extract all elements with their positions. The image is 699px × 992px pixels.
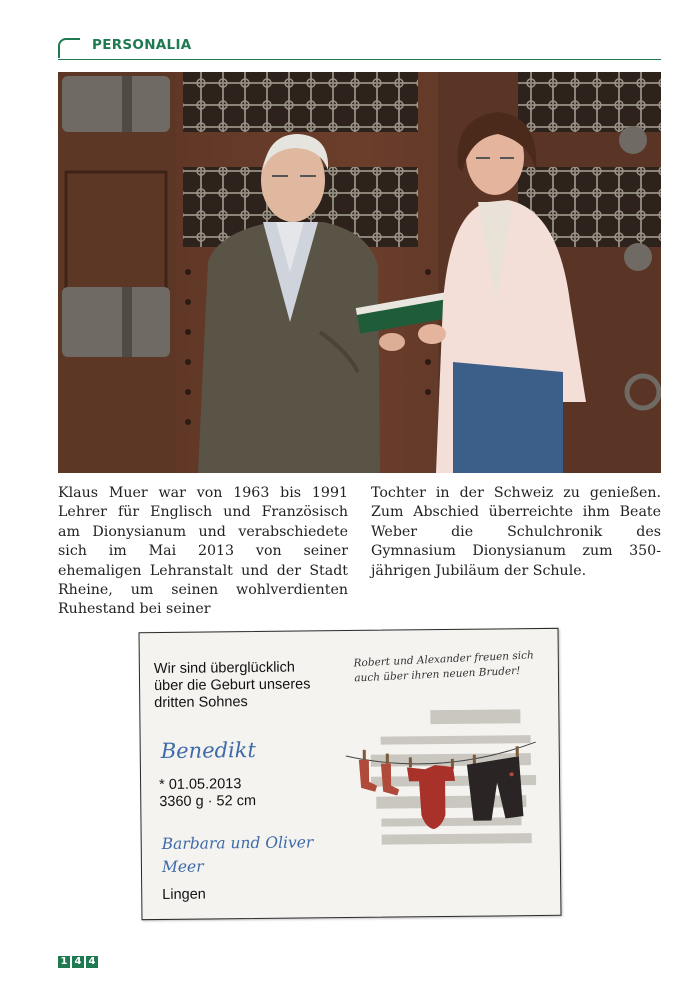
birth-announcement-clipping (140, 630, 565, 930)
section-title: PERSONALIA (92, 37, 192, 53)
birth-date: * 01.05.2013 (159, 776, 242, 793)
headline-line-2: über die Geburt unseres (153, 676, 311, 695)
note-line-2: auch über ihren neuen Bruder! (354, 664, 521, 685)
clipping-card (139, 628, 562, 920)
portrait-photo (58, 72, 661, 473)
clothesline-illustration (341, 734, 542, 846)
caption-left-column: Klaus Muer war von 1963 bis 1991 Lehrer für Englisch und Französisch am Dionysianum und verabschiedete sich im Mai 2013 von seiner ehemaligen Lehranstalt und der Stadt Rheine, um seinen wohlverdienten Ruhestand bei seiner (58, 485, 348, 618)
parents-city: Lingen (162, 886, 206, 903)
page-number (58, 956, 98, 968)
birth-details (159, 776, 256, 811)
baby-name: Benedikt (160, 737, 257, 763)
headline-line-3: dritten Sohnes (154, 694, 248, 712)
headline-line-1: Wir sind überglücklich (153, 659, 295, 678)
siblings-note (353, 647, 554, 686)
parents-line-1: Barbara und Oliver (161, 833, 314, 853)
page-digit-3: 4 (86, 956, 98, 968)
parents-names (162, 831, 314, 879)
header-tab-shape (58, 38, 80, 58)
parents-line-2: Meer (161, 857, 204, 876)
section-header (58, 36, 661, 60)
note-line-1: Robert und Alexander freuen sich (353, 649, 535, 670)
announcement-headline (154, 659, 345, 712)
page-digit-1: 1 (58, 956, 70, 968)
birth-measurements: 3360 g · 52 cm (159, 792, 257, 810)
header-rule (58, 59, 661, 61)
caption-right-column: Tochter in der Schweiz zu genießen. Zum Abschied überreichte ihm Beate Weber die Schulchronik des Gymnasium Dionysianum zum 350-jährigen Jubiläum der Schule. (371, 485, 661, 579)
page-digit-2: 4 (72, 956, 84, 968)
